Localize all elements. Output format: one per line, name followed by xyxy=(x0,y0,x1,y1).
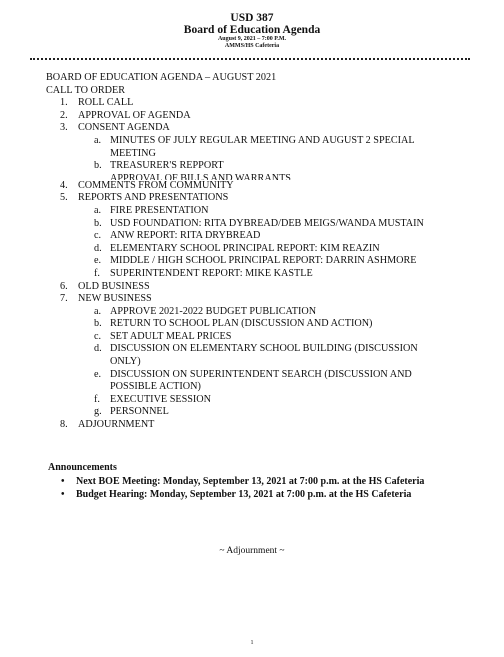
sub-list xyxy=(78,205,466,281)
announcements-list xyxy=(48,476,468,501)
agenda-item xyxy=(78,110,466,123)
page-number: 1 xyxy=(250,640,254,646)
announcements-title: Announcements xyxy=(48,462,117,473)
sub-item: ANW REPORT: RITA DRYBREAD xyxy=(110,230,261,242)
document-title: Board of Education Agenda xyxy=(183,24,321,36)
sub-list xyxy=(78,306,466,419)
sub-item: APPROVAL OF BILLS AND WARRANTS xyxy=(110,172,291,180)
agenda-body xyxy=(46,72,466,432)
meeting-location: AMMS/HS Cafeteria xyxy=(224,42,280,49)
sub-item: PERSONNEL xyxy=(110,406,169,418)
district-name: USD 387 xyxy=(230,12,274,24)
agenda-item xyxy=(78,192,466,280)
sub-item: FIRE PRESENTATION xyxy=(110,204,209,216)
sub-item: EXECUTIVE SESSION xyxy=(110,393,212,405)
agenda-item xyxy=(78,281,466,294)
agenda-item xyxy=(78,419,466,432)
agenda-item xyxy=(78,97,466,110)
sub-item: MIDDLE / HIGH SCHOOL PRINCIPAL REPORT: DARRIN ASHMORE xyxy=(110,255,417,267)
meeting-date: August 9, 2021 – 7:00 P.M. xyxy=(217,36,287,42)
sub-item: RETURN TO SCHOOL PLAN (DISCUSSION AND ACTION) xyxy=(110,318,373,330)
sub-item: SUPERINTENDENT REPORT: MIKE KASTLE xyxy=(110,267,313,279)
agenda-item-label: REPORTS AND PRESENTATIONS xyxy=(78,192,229,204)
agenda-item xyxy=(78,122,466,179)
agenda-item xyxy=(78,293,466,419)
agenda-list xyxy=(46,97,466,431)
sub-item: MINUTES OF JULY REGULAR MEETING AND AUGUST 2 SPECIAL MEETING xyxy=(110,134,415,159)
announcement-item: • Next BOE Meeting: Monday, September 13, 2021 at 7:00 p.m. at the HS Cafeteria xyxy=(76,476,468,488)
sub-item: DISCUSSION ON SUPERINTENDENT SEARCH (DISCUSSION AND POSSIBLE ACTION) xyxy=(110,368,412,393)
call-to-order: CALL TO ORDER xyxy=(46,84,126,96)
agenda-item-label: CONSENT AGENDA xyxy=(78,122,170,134)
sub-item: APPROVE 2021-2022 BUDGET PUBLICATION xyxy=(110,305,317,317)
agenda-heading: BOARD OF EDUCATION AGENDA – AUGUST 2021 xyxy=(46,72,277,83)
agenda-item-label: OLD BUSINESS xyxy=(78,280,150,292)
document-header xyxy=(0,12,504,49)
agenda-item xyxy=(78,180,466,193)
sub-item: SET ADULT MEAL PRICES xyxy=(110,330,232,342)
sub-item: TREASURER'S REPPORT xyxy=(110,160,224,172)
agenda-item-label: ROLL CALL xyxy=(78,97,134,109)
sub-item: ELEMENTARY SCHOOL PRINCIPAL REPORT: KIM REAZIN xyxy=(110,242,380,254)
dotted-divider xyxy=(30,58,470,60)
sub-list xyxy=(78,135,466,180)
agenda-item-label: APPROVAL OF AGENDA xyxy=(78,109,191,121)
sub-item: USD FOUNDATION: RITA DYBREAD/DEB MEIGS/WANDA MUSTAIN xyxy=(110,217,424,229)
agenda-item-label: NEW BUSINESS xyxy=(78,293,152,305)
agenda-item-label: COMMENTS FROM COMMUNITY xyxy=(78,179,234,191)
announcement-item: • Budget Hearing: Monday, September 13, 2021 at 7:00 p.m. at the HS Cafeteria xyxy=(76,489,468,501)
sub-item: DISCUSSION ON ELEMENTARY SCHOOL BUILDING (DISCUSSION ONLY) xyxy=(110,343,418,368)
announcements-section xyxy=(48,462,468,503)
agenda-item-label: ADJOURNMENT xyxy=(78,419,155,431)
adjournment-line: ~ Adjournment ~ xyxy=(219,546,285,556)
